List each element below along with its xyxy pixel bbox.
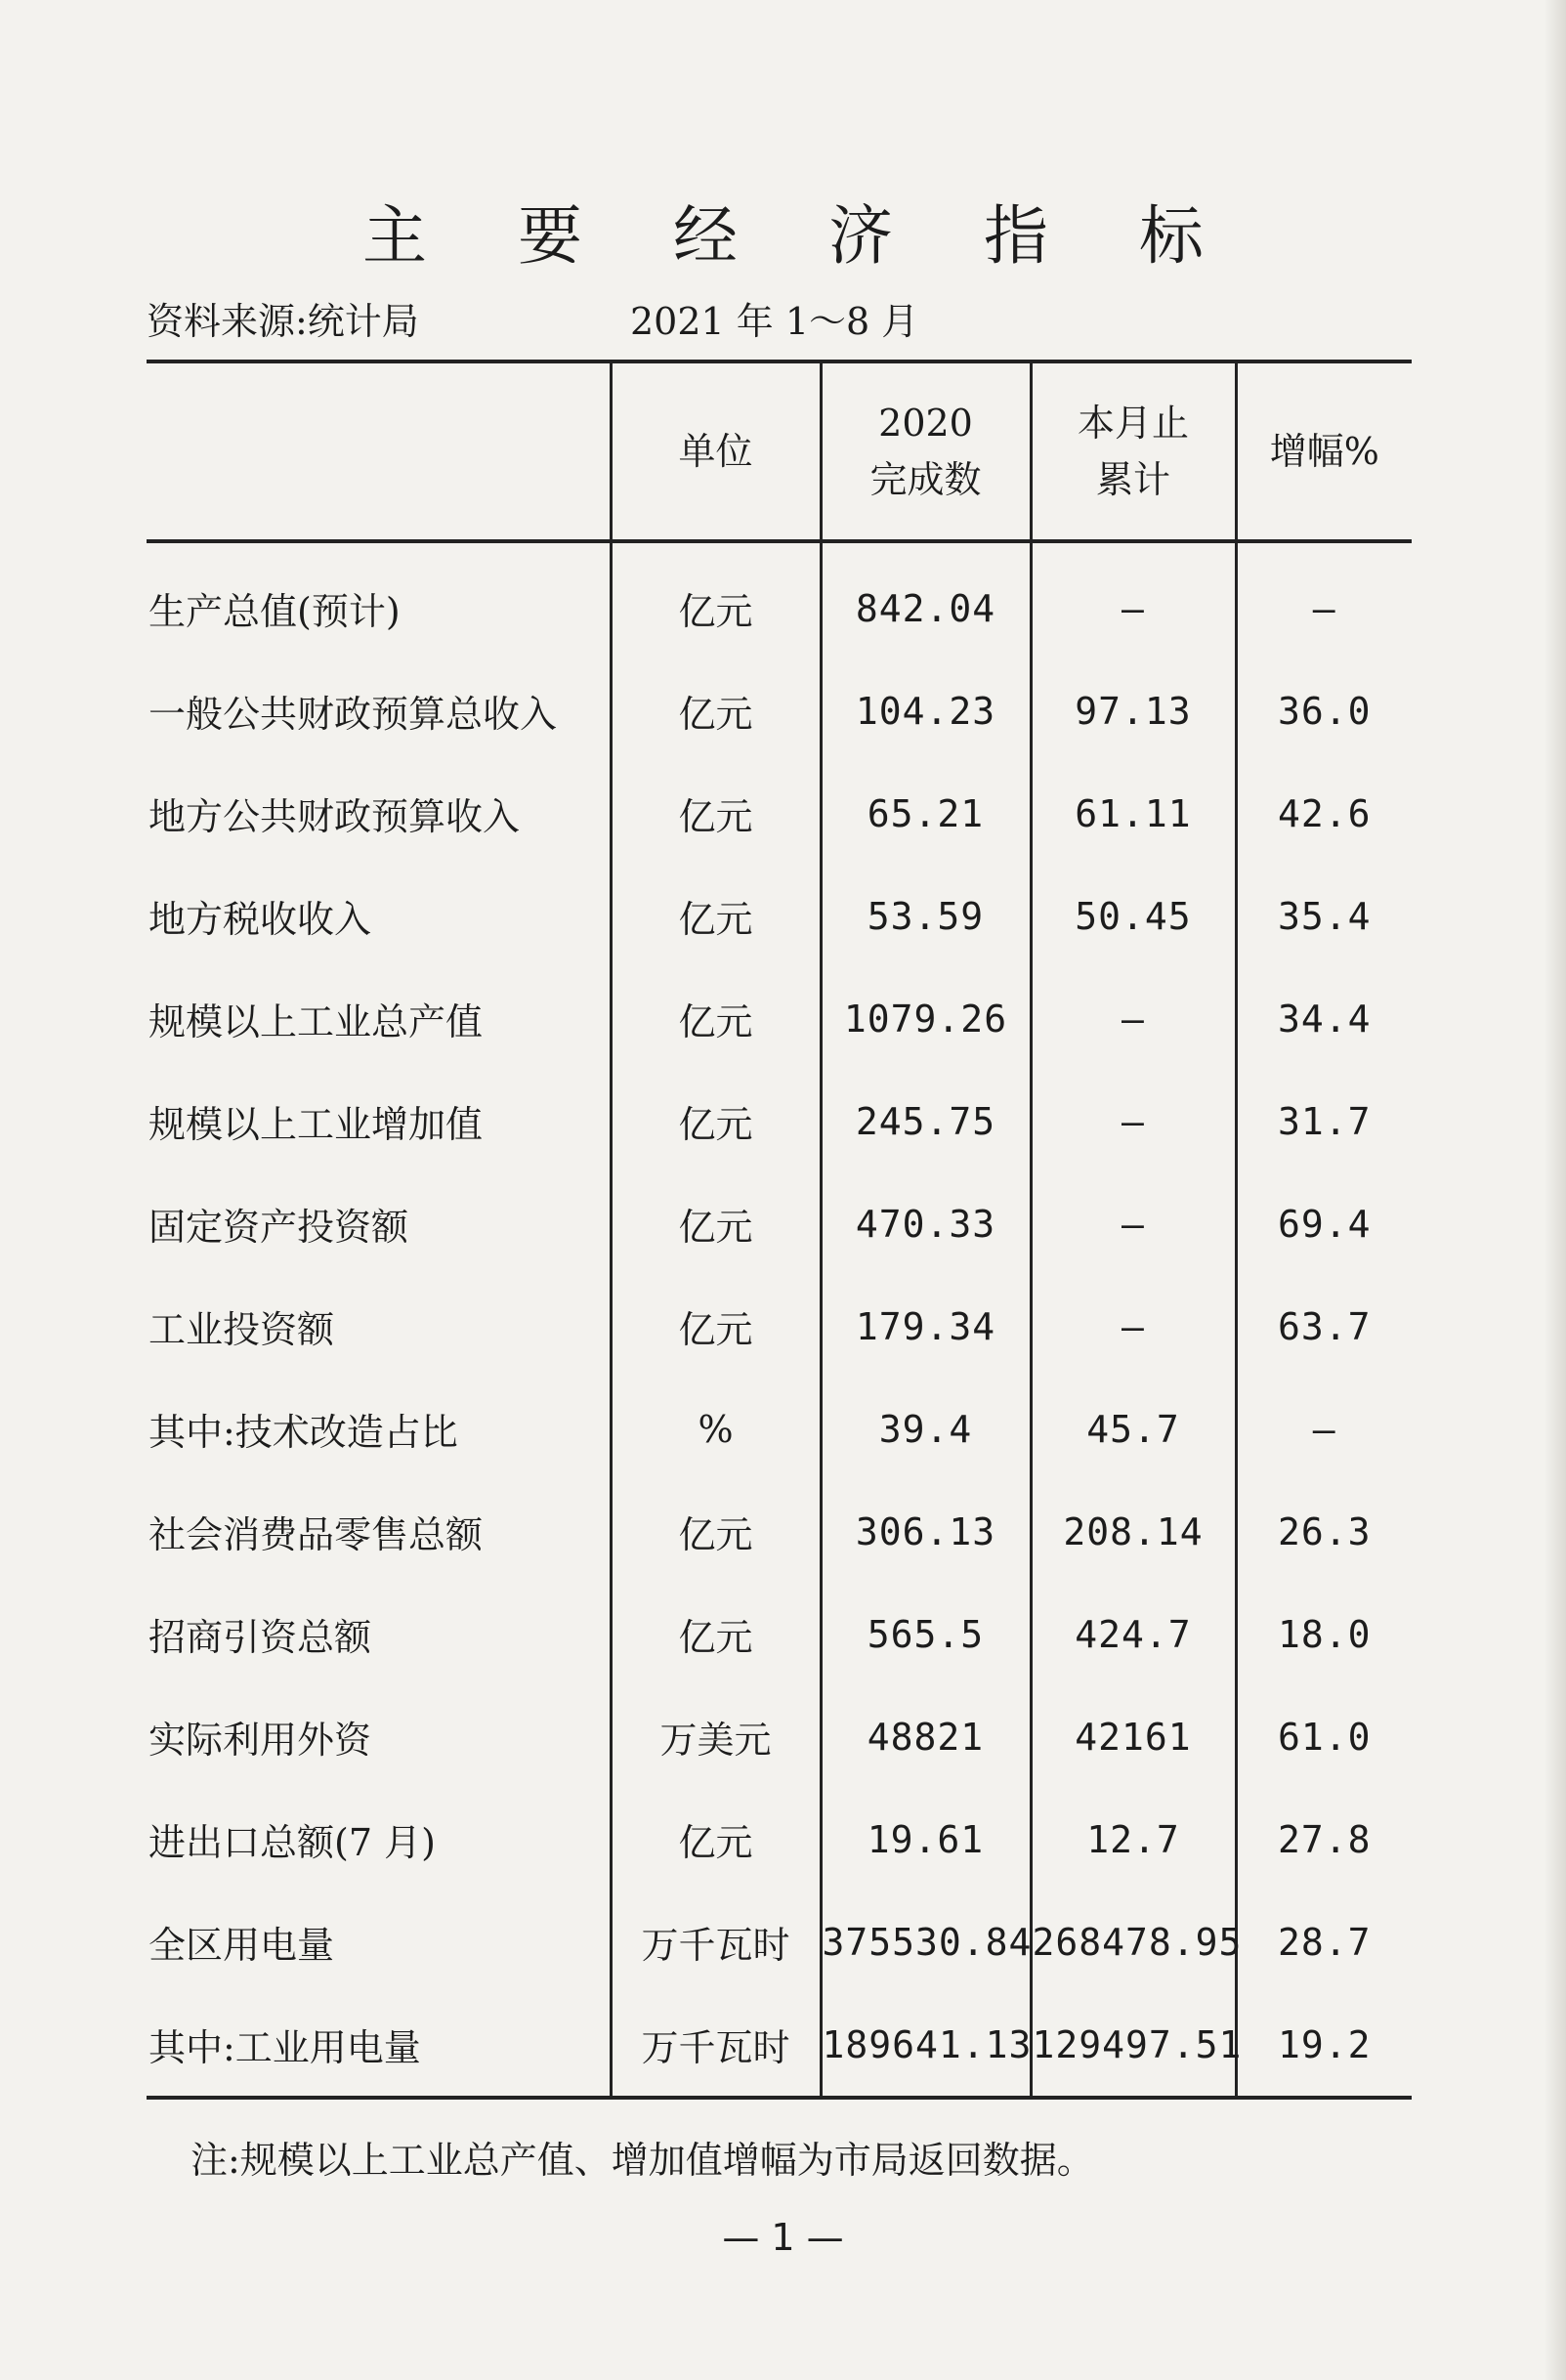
page-title: 主 要 经 济 指 标 [362,198,1239,274]
cell-cumulative-value: 129497.51 [1031,1993,1236,2098]
cell-unit: 亿元 [611,865,821,967]
table-row [147,1275,1412,1378]
table-row [147,541,1412,659]
table-row [147,1480,1412,1583]
cell-indicator-name: 地方税收收入 [148,898,372,941]
cell-growth-value: 61.0 [1236,1685,1412,1788]
cell-growth-value: 26.3 [1236,1480,1412,1583]
table-row [147,1378,1412,1480]
header-cumulative [1031,361,1236,541]
cell-growth-value: 27.8 [1236,1788,1412,1891]
cell-2020-value: 39.4 [821,1378,1031,1480]
cell-cumulative-value: 268478.95 [1031,1891,1236,1993]
cell-indicator-name: 规模以上工业总产值 [148,1000,484,1043]
cell-unit: 亿元 [611,967,821,1070]
cell-growth-value: 34.4 [1236,967,1412,1070]
cell-indicator-name: 地方公共财政预算收入 [148,795,521,838]
cell-cumulative-value: — [1031,967,1236,1070]
cell-growth-value: — [1236,541,1412,659]
cell-cumulative-value: 42161 [1031,1685,1236,1788]
header-row [147,361,1412,541]
cell-2020-value: 375530.84 [821,1891,1031,1993]
cell-cumulative-value: — [1031,541,1236,659]
cell-cumulative-value: — [1031,1172,1236,1275]
cell-cumulative-value: 208.14 [1031,1480,1236,1583]
cell-unit: 亿元 [611,762,821,865]
table-row [147,1070,1412,1172]
cell-unit: 亿元 [611,1275,821,1378]
cell-indicator-name: 规模以上工业增加值 [148,1103,484,1146]
cell-indicator-name: 招商引资总额 [148,1616,372,1659]
page-edge-shadow [1545,0,1566,2380]
table-row [147,1993,1412,2098]
cell-2020-value: 245.75 [821,1070,1031,1172]
table-row [147,865,1412,967]
cell-unit: 亿元 [611,1583,821,1685]
cell-growth-value: 18.0 [1236,1583,1412,1685]
header-unit: 单位 [611,361,821,541]
cell-unit: 亿元 [611,1172,821,1275]
cell-indicator-name: 其中:技术改造占比 [148,1411,458,1454]
cell-growth-value: 42.6 [1236,762,1412,865]
header-2020 [821,361,1031,541]
cell-cumulative-value: 97.13 [1031,659,1236,762]
cell-unit: 万千瓦时 [611,1891,821,1993]
header-name [147,361,611,541]
report-period: 2021 年 1～8 月 [630,300,919,343]
indicators-table-container [147,360,1412,2100]
cell-indicator-name: 工业投资额 [148,1308,335,1351]
cell-cumulative-value: 12.7 [1031,1788,1236,1891]
cell-cumulative-value: — [1031,1070,1236,1172]
cell-indicator-name: 进出口总额(7 月) [148,1821,436,1864]
cell-2020-value: 306.13 [821,1480,1031,1583]
cell-2020-value: 189641.13 [821,1993,1031,2098]
cell-unit: 亿元 [611,1070,821,1172]
cell-unit: 亿元 [611,1788,821,1891]
header-cumulative-line2: 累计 [1095,458,1170,501]
cell-cumulative-value: 50.45 [1031,865,1236,967]
table-body [147,541,1412,2098]
cell-growth-value: 31.7 [1236,1070,1412,1172]
cell-2020-value: 48821 [821,1685,1031,1788]
footnote: 注:规模以上工业总产值、增加值增幅为市局返回数据。 [190,2139,1094,2182]
cell-growth-value: 63.7 [1236,1275,1412,1378]
table-row [147,1172,1412,1275]
cell-unit: 亿元 [611,1480,821,1583]
cell-unit: % [611,1378,821,1480]
cell-unit: 亿元 [611,659,821,762]
cell-indicator-name: 社会消费品零售总额 [148,1513,484,1556]
cell-cumulative-value: — [1031,1275,1236,1378]
cell-cumulative-value: 61.11 [1031,762,1236,865]
table-row [147,659,1412,762]
header-2020-label: 完成数 [869,458,982,501]
table-header [147,361,1412,541]
page-number: — 1 — [722,2216,844,2259]
cell-growth-value: 36.0 [1236,659,1412,762]
cell-growth-value: 35.4 [1236,865,1412,967]
cell-2020-value: 65.21 [821,762,1031,865]
cell-2020-value: 104.23 [821,659,1031,762]
cell-2020-value: 470.33 [821,1172,1031,1275]
cell-cumulative-value: 424.7 [1031,1583,1236,1685]
cell-cumulative-value: 45.7 [1031,1378,1236,1480]
cell-growth-value: 28.7 [1236,1891,1412,1993]
cell-2020-value: 1079.26 [821,967,1031,1070]
table-row [147,1891,1412,1993]
cell-2020-value: 842.04 [821,541,1031,659]
cell-indicator-name: 一般公共财政预算总收入 [148,693,558,736]
cell-2020-value: 179.34 [821,1275,1031,1378]
header-cumulative-line1: 本月止 [1077,402,1189,445]
table-row [147,1788,1412,1891]
cell-2020-value: 565.5 [821,1583,1031,1685]
table-row [147,762,1412,865]
cell-unit: 万千瓦时 [611,1993,821,2098]
cell-growth-value: 69.4 [1236,1172,1412,1275]
cell-indicator-name: 全区用电量 [148,1924,335,1967]
cell-indicator-name: 实际利用外资 [148,1719,372,1762]
cell-growth-value: — [1236,1378,1412,1480]
header-growth: 增幅% [1236,361,1412,541]
cell-indicator-name: 生产总值(预计) [148,590,401,633]
table-row [147,1583,1412,1685]
cell-indicator-name: 其中:工业用电量 [147,1993,611,2098]
table-row [147,967,1412,1070]
cell-indicator-name: 固定资产投资额 [148,1206,409,1249]
header-2020-year: 2020 [878,402,973,445]
cell-unit: 亿元 [611,541,821,659]
cell-2020-value: 19.61 [821,1788,1031,1891]
cell-growth-value: 19.2 [1236,1993,1412,2098]
cell-2020-value: 53.59 [821,865,1031,967]
table-row [147,1685,1412,1788]
data-source: 资料来源:统计局 [147,300,419,343]
indicators-table [147,360,1412,2100]
cell-unit: 万美元 [611,1685,821,1788]
